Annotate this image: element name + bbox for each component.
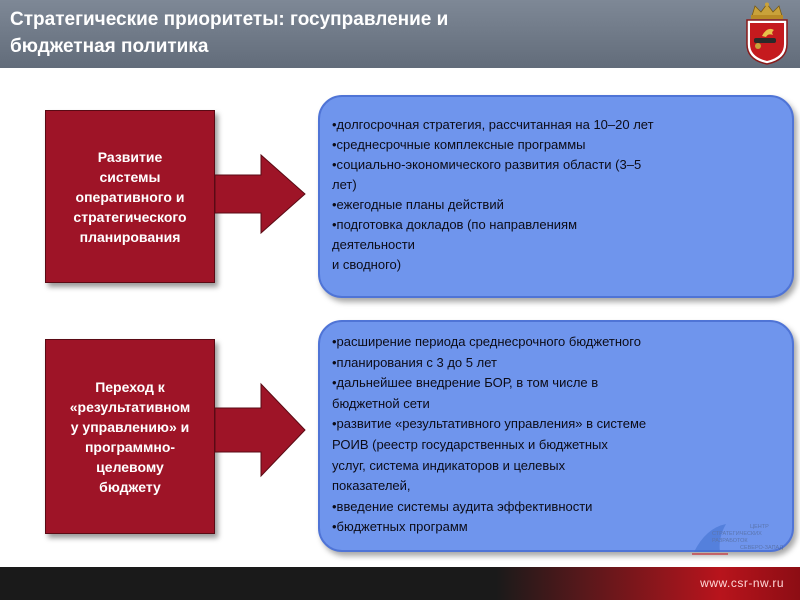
footer-url: www.csr-nw.ru xyxy=(700,576,784,590)
list-item: •социально-экономического развития области (3–5 xyxy=(332,157,642,172)
details-panel-budgeting xyxy=(318,320,794,552)
list-item: услуг, система индикаторов и целевых xyxy=(332,457,566,473)
watermark-text: СЕВЕРО-ЗАПАД xyxy=(740,545,784,551)
right-arrow-icon xyxy=(215,153,307,235)
list-item: РОИВ (реестр государственных и бюджетных xyxy=(332,436,608,452)
title-line: Стратегические приоритеты: госуправление и xyxy=(10,9,449,30)
topic-label-line: системы xyxy=(99,168,161,185)
list-item: •развитие «результативного управления» в системе xyxy=(332,416,647,432)
list-item: •введение системы аудита эффективности xyxy=(332,498,593,514)
list-item: деятельности xyxy=(332,237,415,252)
topic-box-budgeting xyxy=(45,339,215,534)
coat-of-arms-icon xyxy=(740,2,794,66)
title-line: бюджетная политика xyxy=(10,36,209,57)
list-item: •долгосрочная стратегия, рассчитанная на 10–20 лет xyxy=(332,117,654,132)
details-panel-planning xyxy=(318,95,794,298)
topic-label-line: планирования xyxy=(79,228,181,245)
topic-label-line: Развитие xyxy=(97,148,163,165)
topic-box-planning xyxy=(45,110,215,283)
topic-label-line: «результативном xyxy=(69,398,191,415)
list-item: •планирования с 3 до 5 лет xyxy=(332,354,497,370)
list-item: •расширение периода среднесрочного бюджетного xyxy=(332,334,641,349)
slide-title xyxy=(10,6,710,60)
topic-label-line: бюджету xyxy=(99,478,161,495)
topic-label-line: стратегического xyxy=(73,208,187,225)
list-item: бюджетной сети xyxy=(332,395,430,411)
watermark-text: СТРАТЕГИЧЕСКИХ xyxy=(712,531,762,537)
list-item: •среднесрочные комплексные программы xyxy=(332,137,586,152)
topic-label-line: программно- xyxy=(84,438,176,455)
watermark-text: ЦЕНТР xyxy=(750,524,769,530)
list-item: •подготовка докладов (по направлениям xyxy=(332,217,578,232)
watermark-text: РАЗРАБОТОК xyxy=(712,538,748,544)
topic-label-line: у управлению» и xyxy=(70,418,190,435)
topic-label-line: Переход к xyxy=(95,378,165,395)
list-item: показателей, xyxy=(332,478,411,494)
right-arrow-icon xyxy=(215,382,307,478)
title-bar xyxy=(0,0,800,68)
list-item: •бюджетных программ xyxy=(332,519,468,535)
list-item: и сводного) xyxy=(332,257,402,272)
topic-label-line: оперативного и xyxy=(75,188,185,205)
list-item: •ежегодные планы действий xyxy=(332,197,504,212)
csr-watermark-logo xyxy=(690,520,790,560)
footer-bar xyxy=(0,567,800,600)
list-item: •дальнейшее внедрение БОР, в том числе в xyxy=(332,375,599,391)
topic-label-line: целевому xyxy=(96,458,164,475)
list-item: лет) xyxy=(332,177,357,192)
